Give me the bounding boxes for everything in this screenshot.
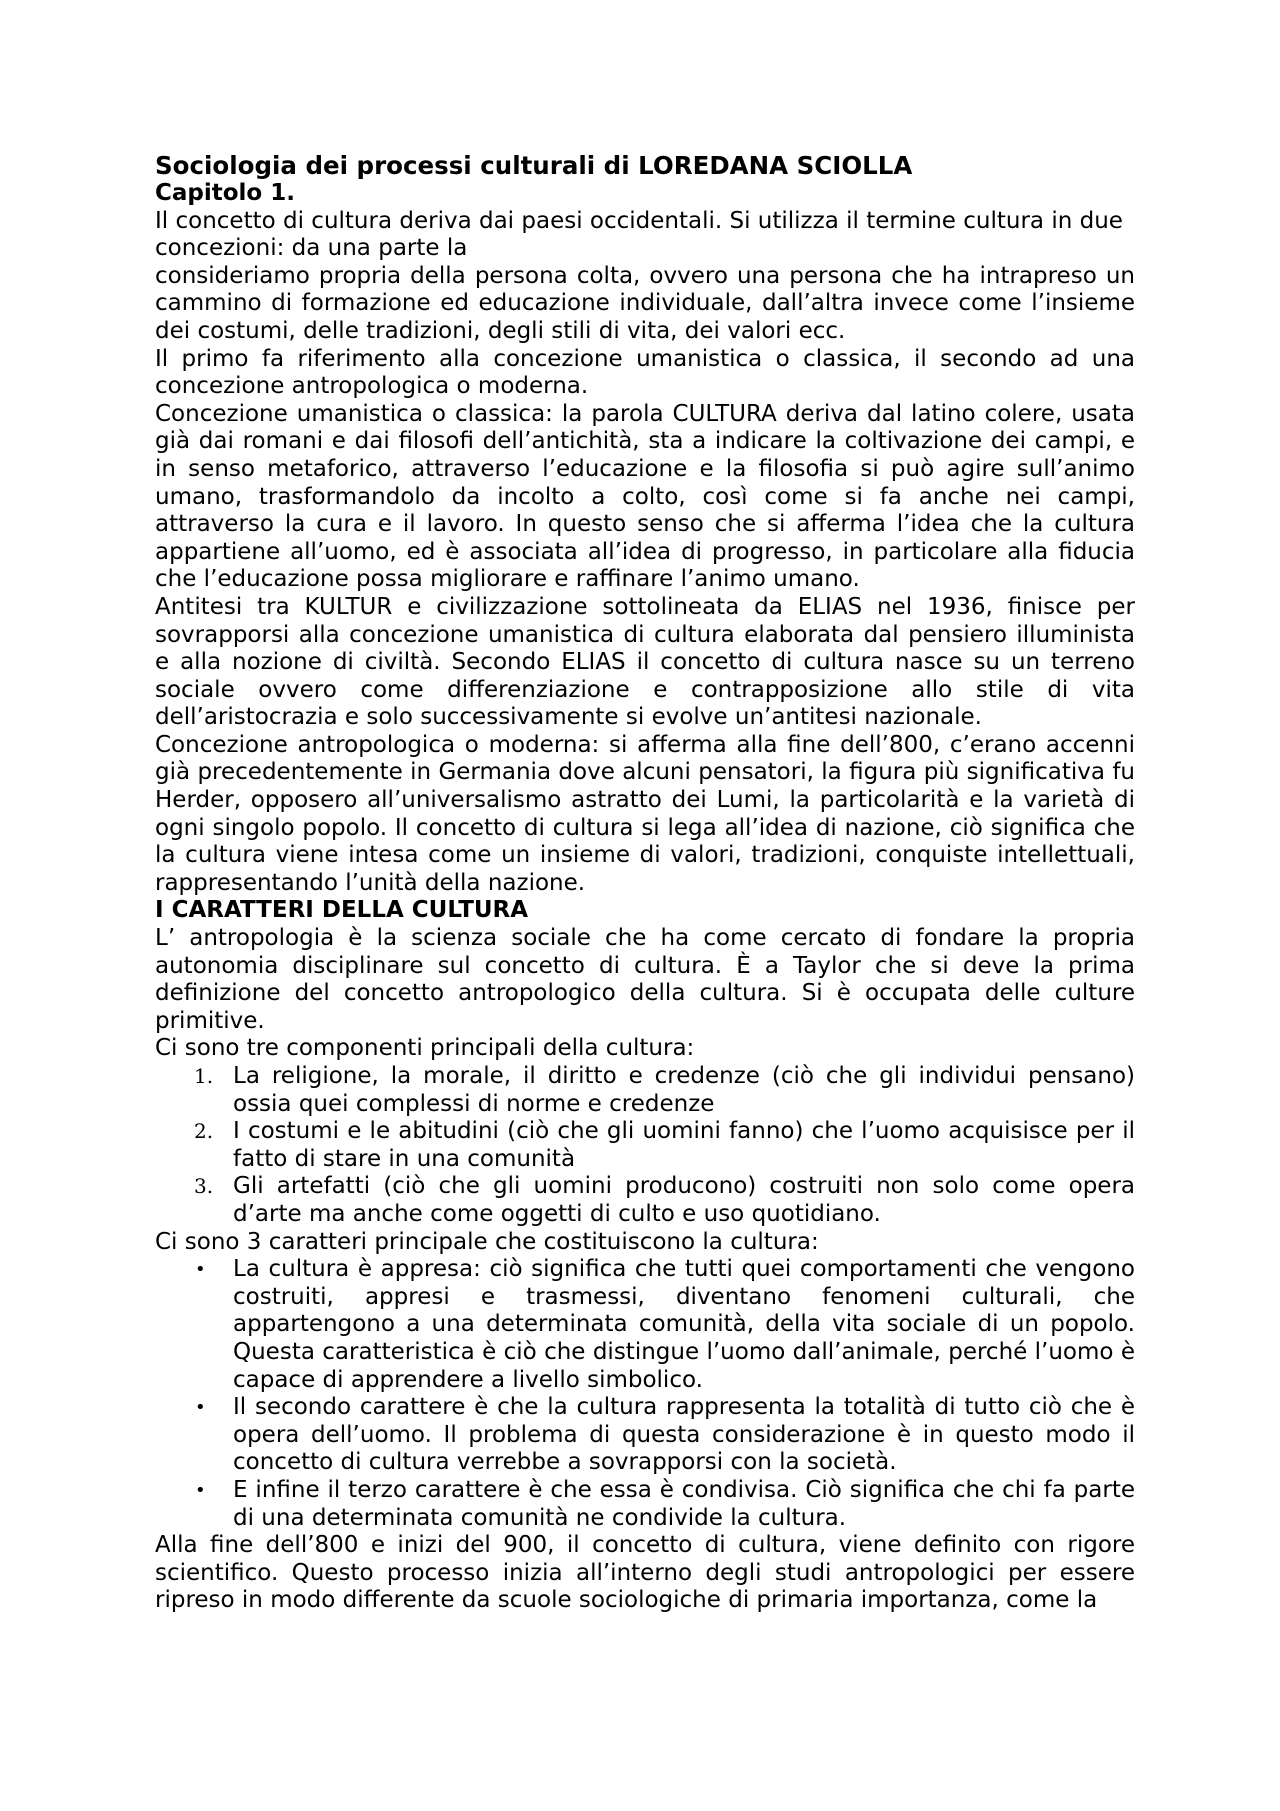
chapter-heading: Capitolo 1. <box>155 180 295 206</box>
bullet-icon: • <box>195 1479 206 1501</box>
characters-list <box>155 1256 1135 1532</box>
paragraph-components-intro: Ci sono tre componenti principali della cultura: <box>155 1035 695 1062</box>
list-item <box>155 1118 1135 1173</box>
list-number: 2. <box>194 1119 214 1144</box>
list-item <box>155 1173 1135 1228</box>
list-item <box>155 1256 1135 1394</box>
list-number: 3. <box>194 1174 214 1199</box>
paragraph-antitesi: Antitesi tra KULTUR e civilizzazione sottolineata da ELIAS nel 1936, finisce per sovrapporsi alla concezione umanistica di cultura elaborata dal pensiero illuminista e alla nozione di civiltà. Secondo ELIAS il concetto di cultura nasce su un terreno sociale ovvero come differenziazione e contrapposizione allo stile di vita dell’aristocrazia e solo successivamente si evolve un’antitesi nazionale. <box>155 593 1135 731</box>
paragraph-closing: Alla fine dell’800 e inizi del 900, il concetto di cultura, viene definito con rigore scientifico. Questo processo inizia all’interno degli studi antropologici per essere ripreso in modo differente da scuole sociologiche di primaria importanza, come la <box>155 1532 1135 1614</box>
paragraph-antropologica: Concezione antropologica o moderna: si afferma alla fine dell’800, c’erano accenni già precedentemente in Germania dove alcuni pensatori, la figura più significativa fu Herder, opposero all’universalismo astratto dei Lumi, la particolarità e la varietà di ogni singolo popolo. Il concetto di cultura si lega all’idea di nazione, ciò significa che la cultura viene intesa come un insieme di valori, tradizioni, conquiste intellettuali, rappresentando l’unità della nazione. <box>155 731 1135 896</box>
document-page <box>155 152 1135 1615</box>
bullet-icon: • <box>195 1397 206 1419</box>
paragraph-intro-2: consideriamo propria della persona colta, ovvero una persona che ha intrapreso un cammino di formazione ed educazione individuale, dall’altra invece come l’insieme dei costumi, delle tradizioni, degli stili di vita, dei valori ecc. <box>155 262 1135 344</box>
list-item <box>155 1477 1135 1532</box>
document-title: Sociologia dei processi culturali di LOREDANA SCIOLLA <box>155 151 913 180</box>
list-number: 1. <box>194 1064 214 1088</box>
bullet-icon: • <box>195 1259 206 1281</box>
list-item-text: E infine il terzo carattere è che essa è condivisa. Ciò significa che chi fa parte di una determinata comunità ne condivide la cultura. <box>233 1476 1135 1531</box>
paragraph-umanistica: Concezione umanistica o classica: la parola CULTURA deriva dal latino colere, usata già dai romani e dai filosofi dell’antichità, sta a indicare la coltivazione dei campi, e in senso metaforico, attraverso l’educazione e la filosofia si può agire sull’animo umano, trasformandolo da incolto a colto, così come si fa anche nei campi, attraverso la cura e il lavoro. In questo senso che si afferma l’idea che la cultura appartiene all’uomo, ed è associata all’idea di progresso, in particolare alla fiducia che l’educazione possa migliorare e raffinare l’animo umano. <box>155 400 1135 593</box>
list-item-text: Gli artefatti (ciò che gli uomini producono) costruiti non solo come opera d’arte ma anche come oggetti di culto e uso quotidiano. <box>233 1173 1135 1227</box>
components-list <box>155 1063 1135 1229</box>
list-item-text: I costumi e le abitudini (ciò che gli uomini fanno) che l’uomo acquisisce per il fatto di stare in una comunità <box>233 1118 1135 1172</box>
paragraph-intro-1: Il concetto di cultura deriva dai paesi occidentali. Si utilizza il termine cultura in due concezioni: da una parte la <box>155 207 1123 262</box>
paragraph-characters-intro: Ci sono 3 caratteri principale che costituiscono la cultura: <box>155 1228 819 1255</box>
list-item <box>155 1394 1135 1477</box>
paragraph-intro-3: Il primo fa riferimento alla concezione umanistica o classica, il secondo ad una concezione antropologica o moderna. <box>155 345 1135 400</box>
list-item-text: La cultura è appresa: ciò significa che tutti quei comportamenti che vengono costruiti, appresi e trasmessi, diventano fenomeni culturali, che appartengono a una determinata comunità, della vita sociale di un popolo. Questa caratteristica è ciò che distingue l’uomo dall’animale, perché l’uomo è capace di apprendere a livello simbolico. <box>233 1256 1135 1393</box>
section-heading: I CARATTERI DELLA CULTURA <box>155 897 529 924</box>
list-item <box>155 1063 1135 1118</box>
list-item-text: Il secondo carattere è che la cultura rappresenta la totalità di tutto ciò che è opera dell’uomo. Il problema di questa considerazione è in questo modo il concetto di cultura verrebbe a sovrapporsi con la società. <box>233 1394 1135 1476</box>
list-item-text: La religione, la morale, il diritto e credenze (ciò che gli individui pensano) ossia quei complessi di norme e credenze <box>233 1063 1135 1117</box>
paragraph-section-intro: L’ antropologia è la scienza sociale che ha come cercato di fondare la propria autonomia disciplinare sul concetto di cultura. È a Taylor che si deve la prima definizione del concetto antropologico della cultura. Si è occupata delle culture primitive. <box>155 925 1135 1034</box>
